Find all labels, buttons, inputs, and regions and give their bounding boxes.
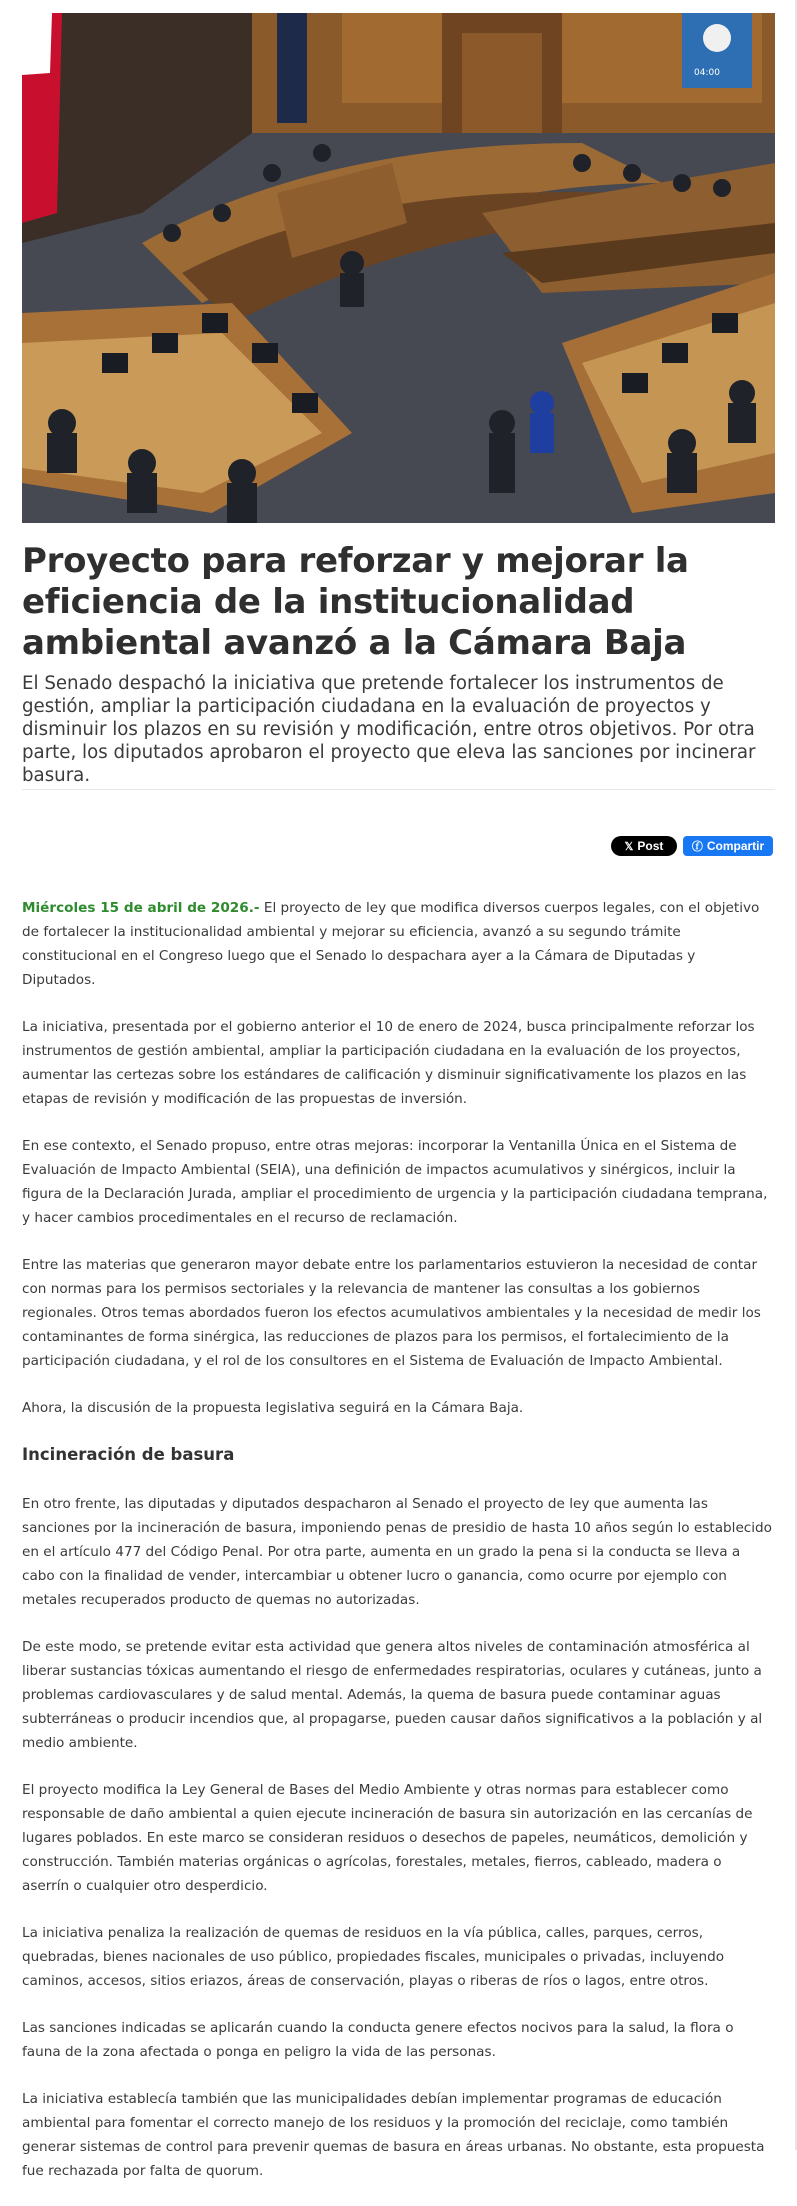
article-paragraph-6: En otro frente, las diputadas y diputados despacharon al Senado el proyecto de ley que aumenta las sanciones por la incineración de basura, imponiendo penas de presidio de hasta 10 años según lo establecido en el artículo 477 del Código Penal. Por otra parte, aumenta en un grado la pena si la conducta se lleva a cabo con la finalidad de vender, intercambiar u obtener lucro o ganancia, como ocurre por ejemplo con metales recuperados producto de quemas no autorizadas. [22, 1496, 772, 1608]
share-facebook-label: Compartir [706, 839, 765, 853]
share-facebook-button[interactable] [683, 836, 773, 856]
share-x-button[interactable] [611, 836, 677, 856]
article-headline: Proyecto para reforzar y mejorar la eficiencia de la institucionalidad ambiental avanzó a la Cámara Baja [22, 541, 689, 663]
article-paragraph-4: Entre las materias que generaron mayor debate entre los parlamentarios estuvieron la necesidad de contar con normas para los permisos sectoriales y la relevancia de mantener las consultas a los gobiernos regionales. Otros temas abordados fueron los efectos acumulativos ambientales y la necesidad de medir los contaminantes de forma sinérgica, las reducciones de plazos para los permisos, el fortalecimiento de la participación ciudadana, y el rol de los consultores en el Sistema de Evaluación de Impacto Ambiental. [22, 1257, 761, 1369]
article-subheading: Incineración de basura [22, 1445, 235, 1464]
article-paragraph-10: Las sanciones indicadas se aplicarán cuando la conducta genere efectos nocivos para la salud, la flora o fauna de la zona afectada o ponga en peligro la vida de las personas. [22, 2020, 734, 2060]
article-paragraph-3: En ese contexto, el Senado propuso, entre otras mejoras: incorporar la Ventanilla Única en el Sistema de Evaluación de Impacto Ambiental (SEIA), una definición de impactos acumulativos y sinérgicos, incluir la figura de la Declaración Jurada, ampliar el procedimiento de urgencia y la participación ciudadana temprana, y hacer cambios procedimentales en el recurso de reclamación. [22, 1138, 768, 1226]
article-paragraph-1 [22, 896, 772, 992]
article-paragraph-11: La iniciativa establecía también que las municipalidades debían implementar programas de educación ambiental para fomentar el correcto manejo de los residuos y la promoción del reciclaje, como también generar sistemas de control para prevenir quemas de basura en áreas urbanas. No obstante, esta propuesta fue rechazada por falta de quorum. [22, 2091, 765, 2179]
article-paragraph-5: Ahora, la discusión de la propuesta legislativa seguirá en la Cámara Baja. [22, 1400, 524, 1416]
facebook-icon: ⓕ [691, 841, 703, 853]
article-paragraph-8: El proyecto modifica la Ley General de Bases del Medio Ambiente y otras normas para establecer como responsable de daño ambiental a quien ejecute incineración de basura sin autorización en las cercanías de lugares poblados. En este marco se consideran residuos o desechos de papeles, neumáticos, demolición y construcción. También materias orgánicas o agrícolas, forestales, metales, fierros, cableado, madera o aserrín o cualquier otro desperdicio. [22, 1782, 753, 1894]
hero-photo [22, 13, 775, 523]
share-x-label: Post [637, 839, 664, 853]
article-paragraph-9: La iniciativa penaliza la realización de quemas de residuos en la vía pública, calles, parques, cerros, quebradas, bienes nacionales de uso público, propiedades fiscales, municipales o privadas, incluyendo caminos, accesos, sitios eriazos, áreas de conservación, playas o riberas de ríos o lagos, entre otros. [22, 1925, 725, 1989]
header-divider [22, 789, 775, 790]
article-paragraph-1-text: El proyecto de ley que modifica diversos cuerpos legales, con el objetivo de fortalecer la institucionalidad ambiental y mejorar su eficiencia, avanzó a su segundo trámite constitucional en el Congreso luego que el Senado lo despachara ayer a la Cámara de Diputadas y Diputados. [22, 900, 760, 988]
x-logo-icon: 𝕏 [624, 840, 634, 853]
article-paragraph-7: De este modo, se pretende evitar esta actividad que genera altos niveles de contaminación atmosférica al liberar sustancias tóxicas aumentando el riesgo de enfermedades respiratorias, oculares y cutáneas, junto a problemas cardiovasculares y de salud mental. Además, la quema de basura puede contaminar aguas subterráneas o producir incendios que, al propagarse, pueden causar daños significativos a la población y al medio ambiente. [22, 1639, 763, 1751]
article-body [22, 896, 772, 2206]
hero-screen-line-1: 04:00 [694, 68, 720, 78]
article-dateline: Miércoles 15 de abril de 2026.- [22, 900, 260, 916]
article-paragraph-2: La iniciativa, presentada por el gobierno anterior el 10 de enero de 2024, busca principalmente reforzar los instrumentos de gestión ambiental, ampliar la participación ciudadana en la evaluación de los proyectos, aumentar las certezas sobre los estándares de calificación y disminuir significativamente los plazos en las etapas de revisión y modificación de las propuestas de inversión. [22, 1019, 755, 1107]
article-lead: El Senado despachó la iniciativa que pretende fortalecer los instrumentos de gestión, ampliar la participación ciudadana en la evaluación de proyectos y disminuir los plazos en su revisión y modificación, entre otros objetivos. Por otra parte, los diputados aprobaron el proyecto que eleva las sanciones por incinerar basura. [22, 673, 756, 786]
